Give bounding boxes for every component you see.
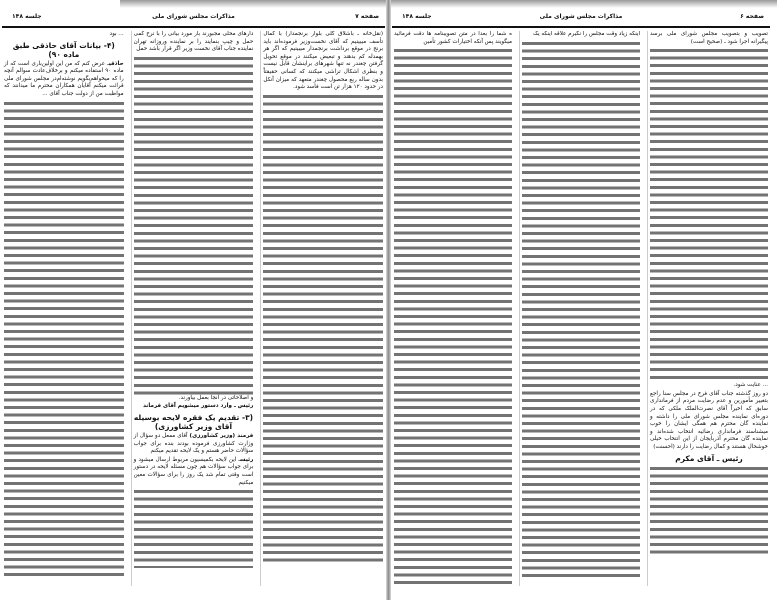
body-text-lines [394, 47, 512, 586]
paragraph: و اصلاحاتی در آنجا بعمل بیاورند. [178, 394, 254, 401]
body-text-lines [263, 93, 383, 563]
column-left [2, 31, 126, 586]
speaker-name: حاذقی [108, 60, 124, 67]
speech-text: ـ این لایحه بکمیسیون مربوط ارسال میشود و برای جواب سؤالات هم چون مسئله لایحه در دستور است وقتی تمام شد یک روز را برای سؤالات معین میکنیم [133, 456, 254, 486]
page-gutter [386, 0, 391, 600]
running-title: مذاکرات مجلس شورای ملی [539, 13, 623, 20]
scan-shadow [120, 0, 777, 8]
column-right [647, 31, 770, 586]
session-number: جلسه ۱۴۸ [402, 13, 432, 20]
header-rule [392, 26, 770, 28]
speaker-name: رئیس [240, 456, 254, 463]
page-number: صفحه ۷ [355, 13, 379, 20]
speech-text: ـ عرض کنم که من این اولین‌باری است که از ماده ۹۰ استفاده میکنم و برخلاف‌عادت سوالم آنچه را که میخواهم‌بگویم نوشته‌ام‌در مجلس شورای ملی قرائت میکنم آقایان همکاران محترم ما میدانند که مواظبت من از دولت جناب آقای ... [3, 60, 124, 97]
section-heading: (۴- بیانات آقای حاذقی طبق ماده ۹۰) [12, 40, 115, 59]
body-text-lines [522, 40, 640, 580]
speech-text: آقای ممعل دو سؤال از وزارت کشاورزی فرموده بودند بنده برای جواب سؤالات حاضر هستم و یک لایحه تقدیم میکنم [133, 432, 254, 455]
column-middle [131, 31, 256, 586]
session-number: جلسه ۱۴۸ [12, 13, 42, 20]
paragraph: دارهای محلی مجبورند بار مورد بیانی را با نرخ کمی حمل و چیپ بنمایند را بر نماینده وروزانه تهران نماینده جناب آقای نخست وزیر اگر قرار باشد حمل [133, 31, 254, 53]
page-header [392, 10, 770, 24]
speaker-heading: رئیس ـ آقای مکرم [675, 453, 743, 463]
column-left [392, 31, 514, 586]
header-rule [2, 26, 385, 28]
paragraph: ه شما را بعداً در متن تصویبنامه ها دقت فرمائید میگویند پس آنکه اختیارات کشور تأمین [394, 31, 512, 45]
column-middle [519, 31, 642, 586]
body-text-lines [134, 55, 254, 395]
page-number: صفحه ۶ [740, 13, 764, 20]
body-text-lines [134, 488, 254, 568]
paragraph: دو روز گذشته جناب آقای فرخ در مجلس سنا راجع بتغییر مأمورین و عدم رضایت مردم از فرمانداری سابق که اخیراً آقای نصرت‌الملک ملکی که در دوره‌ای نماینده مجلس شورای ملی را داشته و نماینده گان محترم هم همگی ایشان را خوب میشناسند فرمانداری رضائیه انتخاب شده‌اند و نماینده گان محترم آذربایجان از این انتخاب خیلی خوشحال هستند و کمال رضایت را دارند (احسنت) [650, 390, 768, 450]
running-title: مذاکرات مجلس شورای ملی [152, 13, 235, 20]
paragraph: ... بود [109, 31, 124, 37]
speaker-name: فرمند (وزیر کشاورزی) [189, 432, 254, 439]
left-page [2, 10, 385, 595]
section-heading: (۳- تقدیم یک فقره لایحه بوسیله آقای وزیر کشاورزی) [133, 412, 254, 431]
paragraph: اینکه زیاد وقت مجلس را نگیرم علاقه اینکه یک [533, 31, 640, 37]
speaker-line: رئیس ـ وارد دستور میشویم آقای فرماند [143, 403, 254, 410]
body-text-lines [650, 47, 768, 382]
right-page [392, 10, 770, 595]
paragraph: ... عنایت شود. [733, 382, 768, 389]
body-text-lines [650, 465, 768, 555]
paragraph: (نقل‌خانه ـ باشلاق گلی بلوار برنجمدار) با کمال تأسف میبینیم که آقای نخست‌وزیر فرموده‌اند باید برنج در موقع برداشت برنجمدار میبینیم که اگر هر بهمدله کم بدهند و تبعیض میکنند در موقع تحویل گرفتن چغندر نه تنها شهرهای براینشان قابل نیست و بنظری اشکال تراشی میکنند که کسانی حقیقتاً بدون ساله ربع محصول چغندر متعهد که میزان آنکل در حدود ۱۲۰ هزار تن است فاسد شود. [263, 31, 383, 91]
column-right [260, 31, 385, 586]
page-header [2, 10, 385, 24]
paragraph: تصویب و بتصویب مجلس شورای ملی برسد پیگیرانه اجرا شود ـ (صحیح است) [650, 31, 768, 45]
body-text-lines [4, 100, 124, 580]
